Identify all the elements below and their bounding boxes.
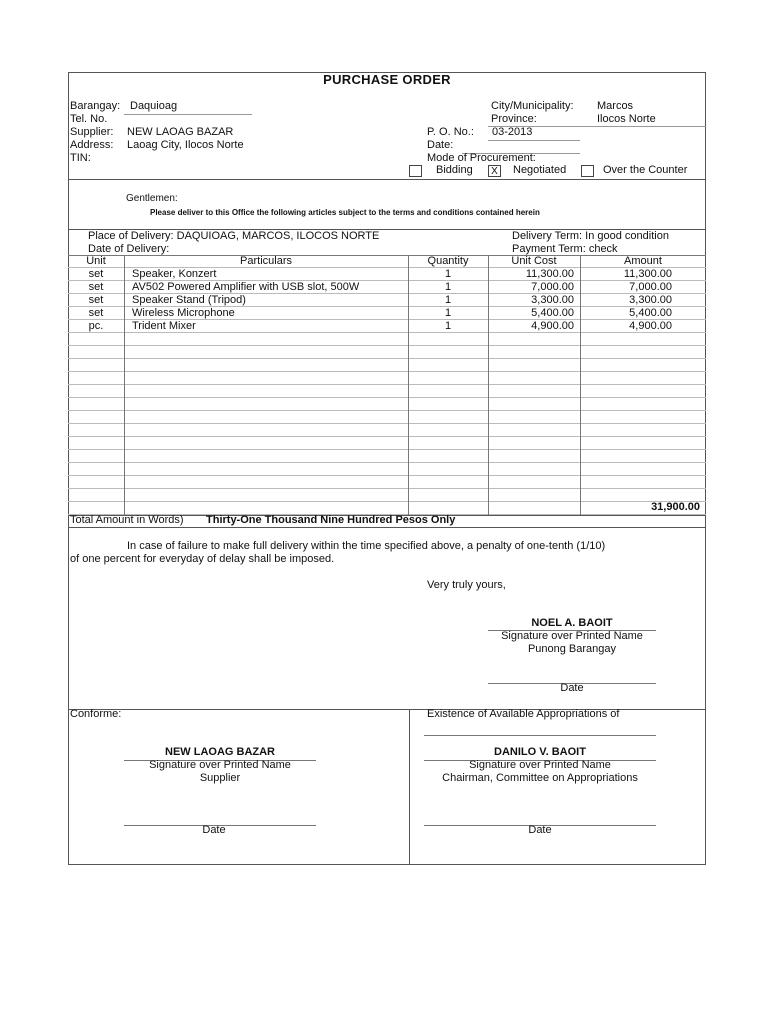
penalty-text-line1: In case of failure to make full delivery within the time specified above, a penalty of one-tenth (1/10)	[127, 540, 606, 552]
cell-quantity: 1	[444, 268, 452, 280]
page-title: PURCHASE ORDER	[323, 72, 451, 87]
city-label: City/Municipality:	[491, 100, 574, 112]
table-row	[68, 450, 706, 463]
conforme-label: Conforme:	[70, 708, 122, 720]
cell-unit: pc.	[88, 320, 104, 332]
cell-unit-cost: 4,900.00	[531, 320, 574, 332]
appropriations-label: Existence of Available Appropriations of	[427, 708, 620, 720]
bidding-checkbox[interactable]	[409, 165, 422, 177]
tin-label: TIN:	[70, 152, 91, 164]
bottom-column-divider	[409, 709, 410, 865]
table-row	[68, 463, 706, 476]
cell-quantity: 1	[444, 281, 452, 293]
cell-amount: 11,300.00	[623, 268, 672, 280]
main-signature-label: Signature over Printed Name	[501, 630, 643, 642]
barangay-label: Barangay:	[70, 100, 121, 112]
cell-unit: set	[88, 307, 104, 319]
words-value: Thirty-One Thousand Nine Hundred Pesos Only	[206, 514, 456, 526]
table-row	[68, 424, 706, 437]
cell-unit-cost: 7,000.00	[531, 281, 574, 293]
table-row	[68, 268, 706, 281]
main-signatory-role: Punong Barangay	[527, 643, 617, 655]
cell-particulars: Speaker Stand (Tripod)	[132, 294, 246, 306]
cell-quantity: 1	[444, 307, 452, 319]
place-of-delivery: Place of Delivery: DAQUIOAG, MARCOS, ILOCOS NORTE	[88, 230, 380, 242]
col-line-2	[408, 255, 409, 515]
date-label: Date:	[427, 139, 454, 151]
otc-checkbox[interactable]	[581, 165, 594, 177]
barangay-value: Daquioag	[130, 100, 178, 112]
header-amount: Amount	[624, 255, 662, 267]
payment-term: Payment Term: check	[512, 243, 618, 255]
words-divider	[68, 527, 706, 528]
header-unit-cost: Unit Cost	[511, 255, 557, 267]
supplier-date-label: Date	[202, 824, 226, 836]
delivery-term: Delivery Term: In good condition	[512, 230, 669, 242]
table-row	[68, 320, 706, 333]
table-row	[68, 476, 706, 489]
cell-amount: 7,000.00	[629, 281, 672, 293]
appropriations-line	[424, 735, 656, 736]
col-line-4	[580, 255, 581, 515]
table-row	[68, 294, 706, 307]
col-line-3	[488, 255, 489, 515]
cell-unit: set	[88, 294, 104, 306]
po-label: P. O. No.:	[427, 126, 474, 138]
supplier-signatory-name: NEW LAOAG BAZAR	[165, 746, 275, 758]
negotiated-label: Negotiated	[513, 164, 567, 176]
table-top-line	[68, 255, 706, 256]
po-underline	[488, 140, 580, 141]
header-particulars: Particulars	[240, 255, 292, 267]
cell-particulars: Trident Mixer	[132, 320, 196, 332]
cell-quantity: 1	[444, 320, 452, 332]
table-row	[68, 385, 706, 398]
chair-date-label: Date	[528, 824, 552, 836]
supplier-role: Supplier	[199, 772, 241, 784]
header-unit: Unit	[86, 255, 106, 267]
cell-amount: 4,900.00	[629, 320, 672, 332]
table-row	[68, 281, 706, 294]
supplier-signature-label: Signature over Printed Name	[149, 759, 291, 771]
cell-amount: 3,300.00	[629, 294, 672, 306]
mode-label: Mode of Procurement:	[427, 152, 536, 164]
table-row	[68, 307, 706, 320]
table-row	[68, 359, 706, 372]
table-row	[68, 411, 706, 424]
cell-unit-cost: 3,300.00	[531, 294, 574, 306]
main-date-label: Date	[560, 682, 584, 694]
supplier-label: Supplier:	[70, 126, 114, 138]
header-quantity: Quantity	[427, 255, 469, 267]
negotiated-checkbox[interactable]: X	[488, 165, 501, 177]
cell-particulars: AV502 Powered Amplifier with USB slot, 500W	[132, 281, 360, 293]
table-row	[68, 333, 706, 346]
header-divider	[68, 179, 706, 180]
city-value: Marcos	[597, 100, 634, 112]
address-label: Address:	[70, 139, 114, 151]
po-value: 03-2013	[492, 126, 533, 138]
cell-particulars: Speaker, Konzert	[132, 268, 217, 280]
province-value: Ilocos Norte	[597, 113, 656, 125]
bidding-label: Bidding	[436, 164, 473, 176]
table-row	[68, 346, 706, 359]
instruction-text: Please deliver to this Office the following articles subject to the terms and conditions contained herein	[150, 208, 540, 217]
supplier-value: NEW LAOAG BAZAR	[127, 126, 234, 138]
tel-label: Tel. No.	[70, 113, 108, 125]
barangay-underline	[124, 114, 252, 115]
address-value: Laoag City, Ilocos Norte	[127, 139, 244, 151]
words-label: Total Amount in Words)	[70, 514, 184, 526]
table-row	[68, 372, 706, 385]
table-header-row	[68, 255, 706, 268]
chair-signature-label: Signature over Printed Name	[469, 759, 611, 771]
total-amount: 31,900.00	[651, 501, 700, 513]
table-row	[68, 437, 706, 450]
cell-unit-cost: 11,300.00	[525, 268, 574, 280]
otc-label: Over the Counter	[603, 164, 688, 176]
cell-amount: 5,400.00	[629, 307, 672, 319]
cell-unit: set	[88, 268, 104, 280]
cell-unit: set	[88, 281, 104, 293]
cell-unit-cost: 5,400.00	[531, 307, 574, 319]
table-total-row	[68, 497, 706, 515]
closing-text: Very truly yours,	[427, 579, 506, 591]
cell-quantity: 1	[444, 294, 452, 306]
gentlemen-text: Gentlemen:	[126, 193, 178, 204]
cell-particulars: Wireless Microphone	[132, 307, 235, 319]
chair-role: Chairman, Committee on Appropriations	[442, 772, 638, 784]
main-signatory-name: NOEL A. BAOIT	[531, 617, 613, 629]
date-of-delivery: Date of Delivery:	[88, 243, 170, 255]
penalty-text-line2: of one percent for everyday of delay shall be imposed.	[70, 553, 335, 565]
col-line-1	[124, 255, 125, 515]
table-row	[68, 398, 706, 411]
province-label: Province:	[491, 113, 537, 125]
chair-signatory-name: DANILO V. BAOIT	[494, 746, 586, 758]
